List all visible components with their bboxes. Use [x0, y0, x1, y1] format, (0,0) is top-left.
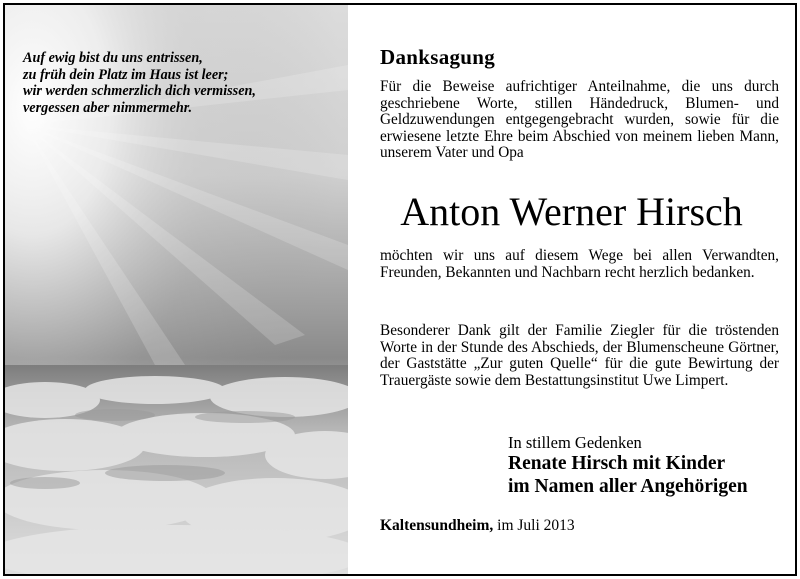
signature-line: im Namen aller Angehörigen	[508, 475, 748, 497]
poem-line: wir werden schmerzlich dich vermissen,	[23, 83, 256, 100]
thanks-paragraph-special: Besonderer Dank gilt der Familie Ziegler für die tröstenden Worte in der Stunde des Abschieds, der Blumenscheune Görtner, der Gaststätte „Zur guten Quelle“ für die gute Bewirtung der Trauergäste sowie dem Bestattungsinstitut Uwe Limpert.	[380, 322, 779, 389]
signature-line: Renate Hirsch mit Kinder	[508, 453, 726, 474]
thanks-paragraph-intro: Für die Beweise aufrichtiger Anteilnahme, die uns durch geschriebene Worte, stillen Händedruck, Blumen- und Geldzuwendungen entgegengebracht wurden, sowie für die erwiesene letzte Ehre beim Abschied von meinem lieben Mann, unserem Vater und Opa	[380, 78, 779, 161]
poem-line: zu früh dein Platz im Haus ist leer;	[23, 66, 229, 83]
deceased-name: Anton Werner Hirsch	[400, 189, 743, 234]
poem-line: Auf ewig bist du uns entrissen,	[23, 50, 203, 66]
notice-heading: Danksagung	[380, 45, 496, 69]
place: Kaltensundheim,	[380, 517, 494, 534]
closing-phrase: In stillem Gedenken	[508, 433, 642, 452]
poem-line: vergessen aber nimmermehr.	[23, 99, 193, 116]
notice-text-panel	[348, 5, 795, 574]
place-date-line	[380, 517, 575, 535]
memorial-poem	[23, 50, 333, 116]
signature-block	[508, 453, 748, 498]
date: im Juli 2013	[493, 517, 575, 534]
thanks-paragraph-relatives: möchten wir uns auf diesem Wege bei allen Verwandten, Freunden, Bekannten und Nachbarn recht herzlich bedanken.	[380, 247, 779, 281]
obituary-frame	[3, 3, 797, 576]
sky-clouds-image	[5, 5, 348, 574]
